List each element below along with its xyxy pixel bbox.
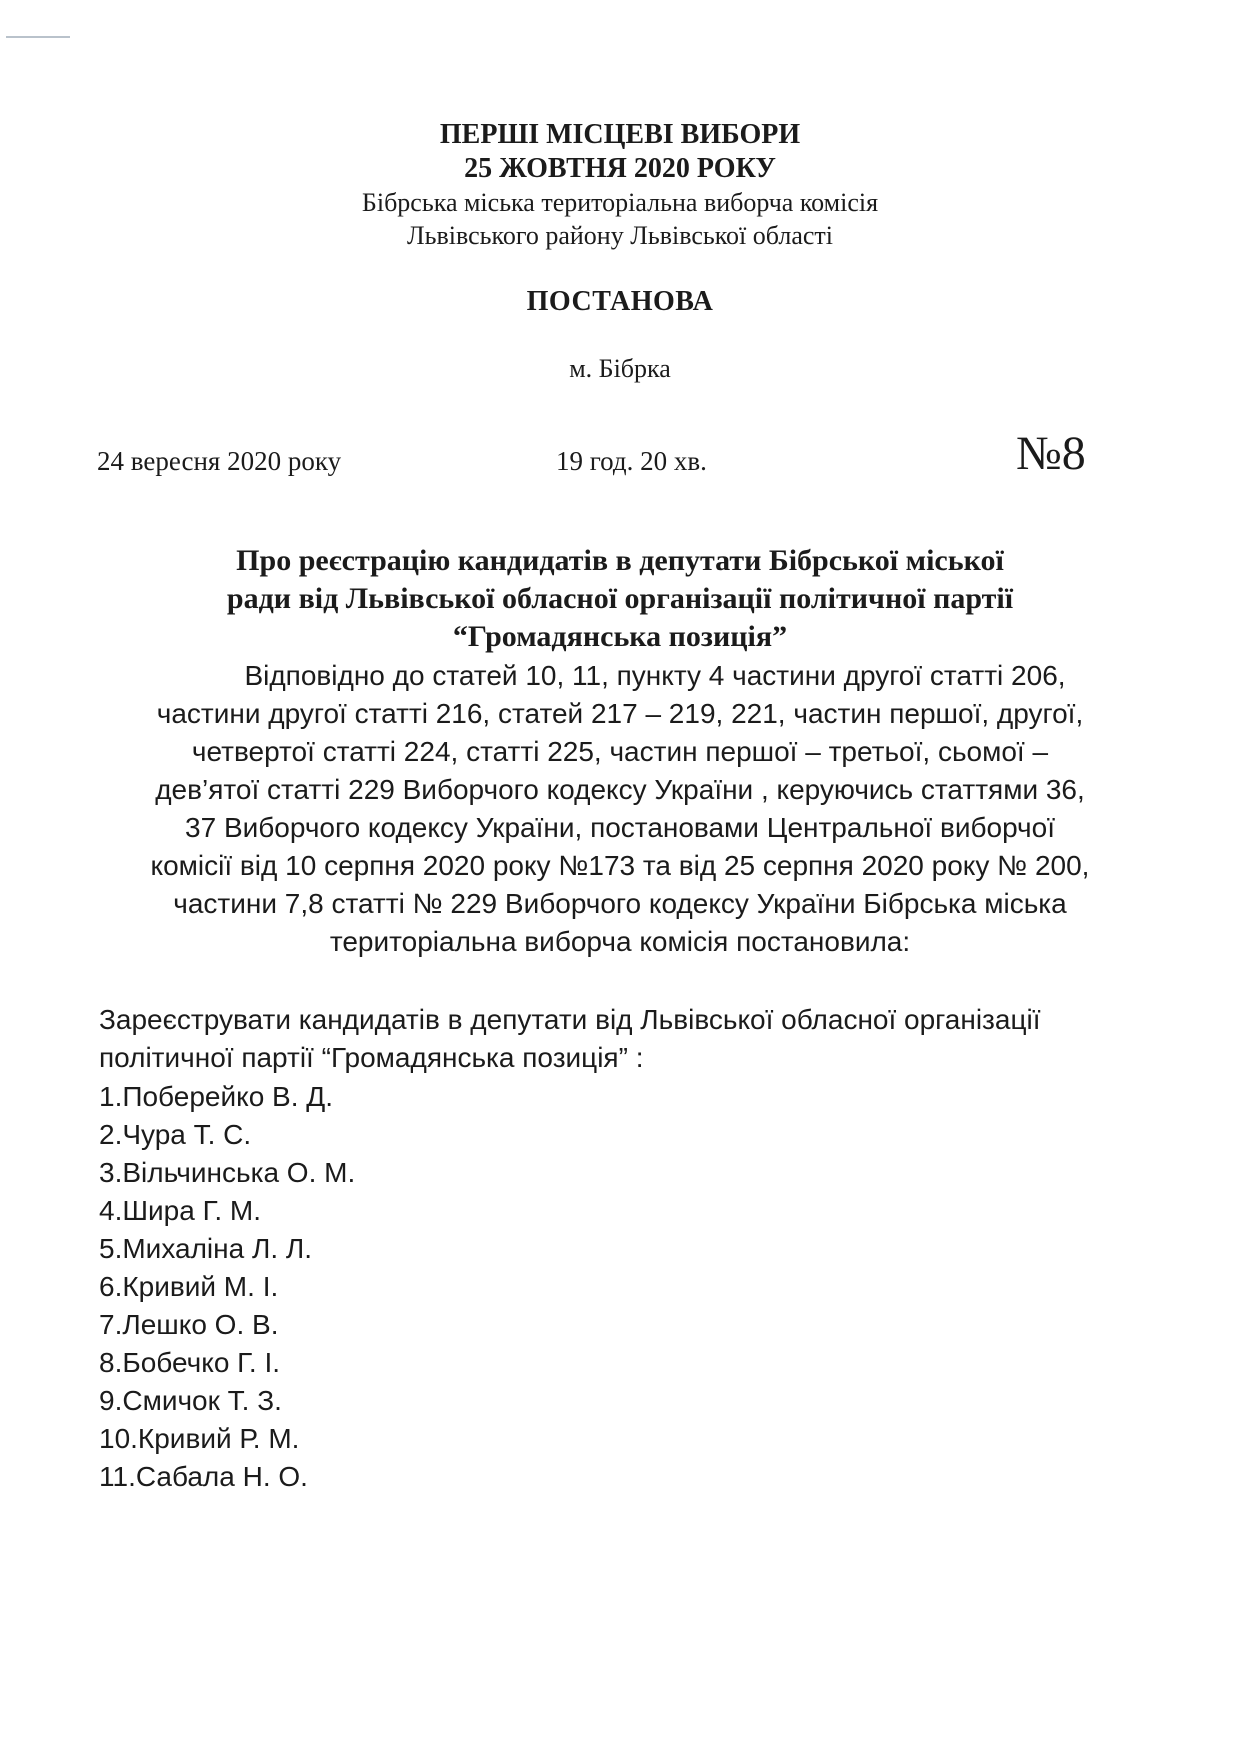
candidate-item: 5.Михаліна Л. Л. [99,1233,313,1264]
document-type: ПОСТАНОВА [526,286,714,317]
candidate-item: 7.Лешко О. В. [99,1309,279,1340]
document-header [0,118,1240,252]
decision-line: Зареєструвати кандидатів в депутати від Львівської обласної організації [99,1004,1041,1035]
subject-line: ради від Львівської обласної організації політичної партії [226,582,1014,615]
commission-region: Львівського району Львівської області [407,221,833,250]
body-line: частини 7,8 статті № 229 Виборчого кодексу України Бібрська міська [173,888,1067,919]
resolution-number: №8 [1016,427,1086,480]
body-line: комісії від 10 серпня 2020 року №173 та від 25 серпня 2020 року № 200, [150,850,1090,881]
candidate-item: 8.Бобечко Г. І. [99,1347,281,1378]
election-title: ПЕРШІ МІСЦЕВІ ВИБОРИ [439,119,801,150]
resolution-subject [0,542,1240,656]
resolution-body [0,657,1240,961]
body-line: територіальна виборча комісія постановила: [329,926,911,957]
document-city: м. Бібрка [569,354,671,383]
candidate-item: 1.Поберейко В. Д. [99,1081,334,1112]
candidate-list [99,1078,355,1496]
candidate-item: 2.Чура Т. С. [99,1119,252,1150]
body-line: Відповідно до статей 10, 11, пункту 4 частини другої статті 206, [244,660,1066,691]
body-line: частини другої статті 216, статей 217 – 219, 221, частин першої, другої, [156,698,1084,729]
candidate-item: 11.Сабала Н. О. [99,1461,308,1492]
subject-line: Про реєстрацію кандидатів в депутати Бібрської міської [236,544,1004,577]
candidate-item: 10.Кривий Р. М. [99,1423,300,1454]
resolution-date: 24 вересня 2020 року [97,446,342,476]
candidate-item: 9.Смичок Т. З. [99,1385,282,1416]
body-line: дев’ятої статті 229 Виборчого кодексу України , керуючись статтями 36, [155,774,1085,805]
candidate-item: 3.Вільчинська О. М. [99,1157,356,1188]
candidate-item: 4.Шира Г. М. [99,1195,261,1226]
subject-line: “Громадянська позиція” [452,620,788,653]
body-line: 37 Виборчого кодексу України, постановами Центральної виборчої [185,812,1055,843]
decision-line: політичної партії “Громадянська позиція” : [99,1042,644,1073]
resolution-time: 19 год. 20 хв. [556,446,707,476]
resolution-decision [99,1001,1041,1077]
election-date: 25 ЖОВТНЯ 2020 РОКУ [464,153,776,184]
body-line: четвертої статті 224, статті 225, частин першої – третьої, сьомої – [191,736,1049,767]
commission-name: Бібрська міська територіальна виборча комісія [361,188,879,217]
scan-artifact-line [6,36,70,38]
candidate-item: 6.Кривий М. І. [99,1271,279,1302]
